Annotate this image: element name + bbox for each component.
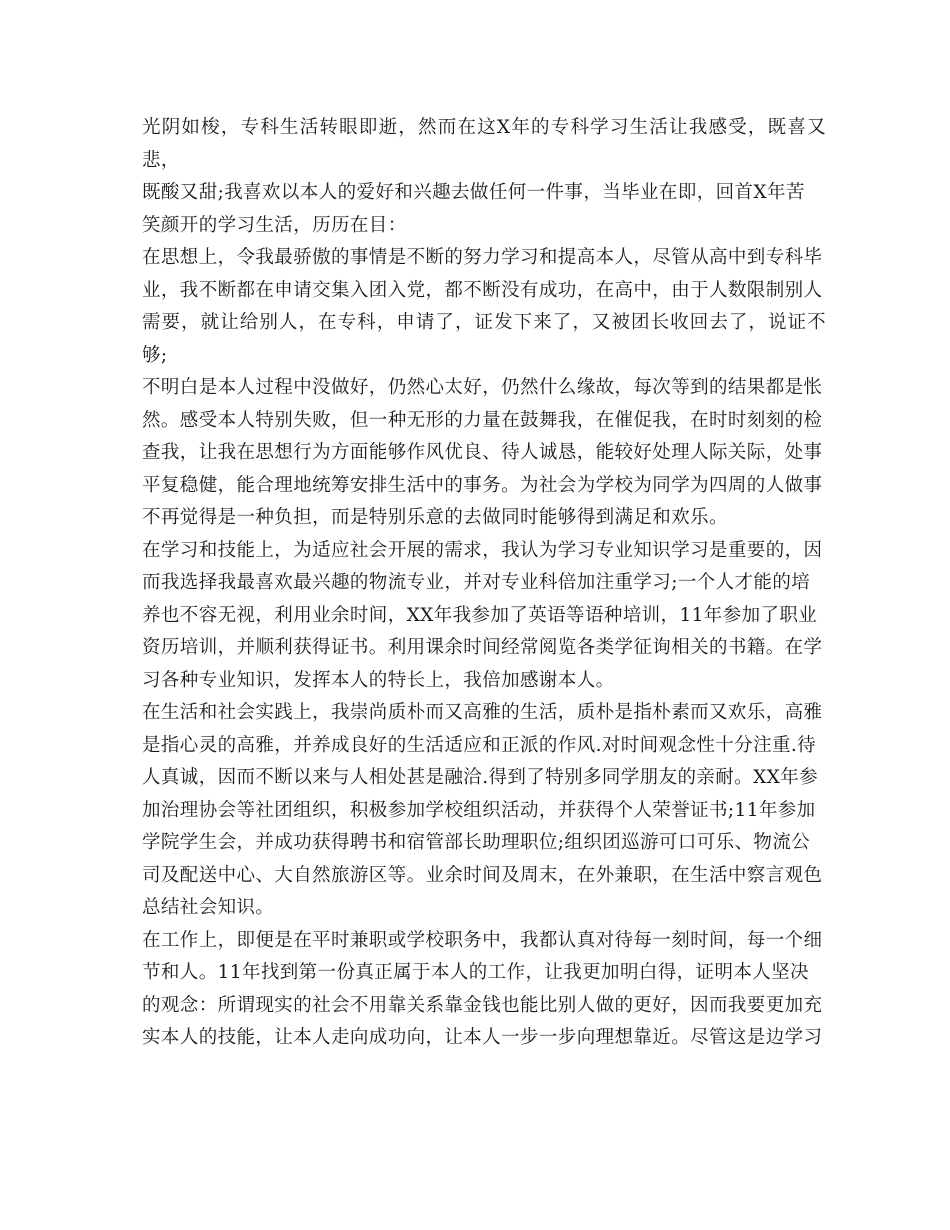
paragraph-thought: 在思想上，令我最骄傲的事情是不断的努力学习和提高本人，尽管从高中到专科毕 业，我不断都在申请交集入团入党，都不断没有成功，在高中，由于人数限制别人 需要，就让给别人，在专科，申请了，证发下来了，又被团长收回去了，说证不够; 不明白是本人过程中没做好，仍然心太好，仍然什么缘故，每次等到的结果都是怅 然。感受本人特别失败，但一种无形的力量在鼓舞我，在催促我，在时时刻刻的检 查我，让我在思想行为方面能够作风优良、待人诚恳，能较好处理人际关际，处事 平复稳健，能合理地统筹安排生活中的事务。为社会为学校为同学为四周的人做事 不再觉得是一种负担，而是特别乐意的去做同时能够得到满足和欢乐。	[142, 247, 826, 528]
paragraph-study-skills: 在学习和技能上，为适应社会开展的需求，我认为学习专业知识学习是重要的，因 而我选择我最喜欢最兴趣的物流专业，并对专业科倍加注重学习;一个人才能的培 养也不容无视，利用业余时间，XX年我参加了英语等语种培训，11年参加了职业 资历培训，并顺利获得证书。利用课余时间经常阅览各类学征询相关的书籍。在学 习各种专业知识，发挥本人的特长上，我倍加感谢本人。	[142, 539, 823, 691]
document-body	[142, 112, 826, 1055]
paragraph-intro: 光阴如梭，专科生活转眼即逝，然而在这X年的专科学习生活让我感受，既喜又悲， 既酸又甜;我喜欢以本人的爱好和兴趣去做任何一件事，当毕业在即，回首X年苦 笑颜开的学习生活，历历在目：	[142, 117, 826, 236]
paragraph-work: 在工作上，即便是在平时兼职或学校职务中，我都认真对待每一刻时间，每一个细 节和人。11年找到第一份真正属于本人的工作，让我更加明白得，证明本人坚决 的观念：所谓现实的社会不用靠关系靠金钱也能比别人做的更好，因而我要更加充 实本人的技能，让本人走向成功向，让本人一步一步向理想靠近。尽管这是边学习	[142, 929, 823, 1048]
paragraph-life-practice: 在生活和社会实践上，我崇尚质朴而又高雅的生活，质朴是指朴素而又欢乐，高雅 是指心灵的高雅，并养成良好的生活适应和正派的作风.对时间观念性十分注重.待 人真诚，因而不断以来与人相处甚是融洽.得到了特别多同学朋友的亲耐。XX年参 加治理协会等社团组织，积极参加学校组织活动，并获得个人荣誉证书;11年参加 学院学生会，并成功获得聘书和宿管部长助理职位;组织团巡游可口可乐、物流公 司及配送中心、大自然旅游区等。业余时间及周末，在外兼职，在生活中察言观色 总结社会知识。	[142, 702, 823, 918]
